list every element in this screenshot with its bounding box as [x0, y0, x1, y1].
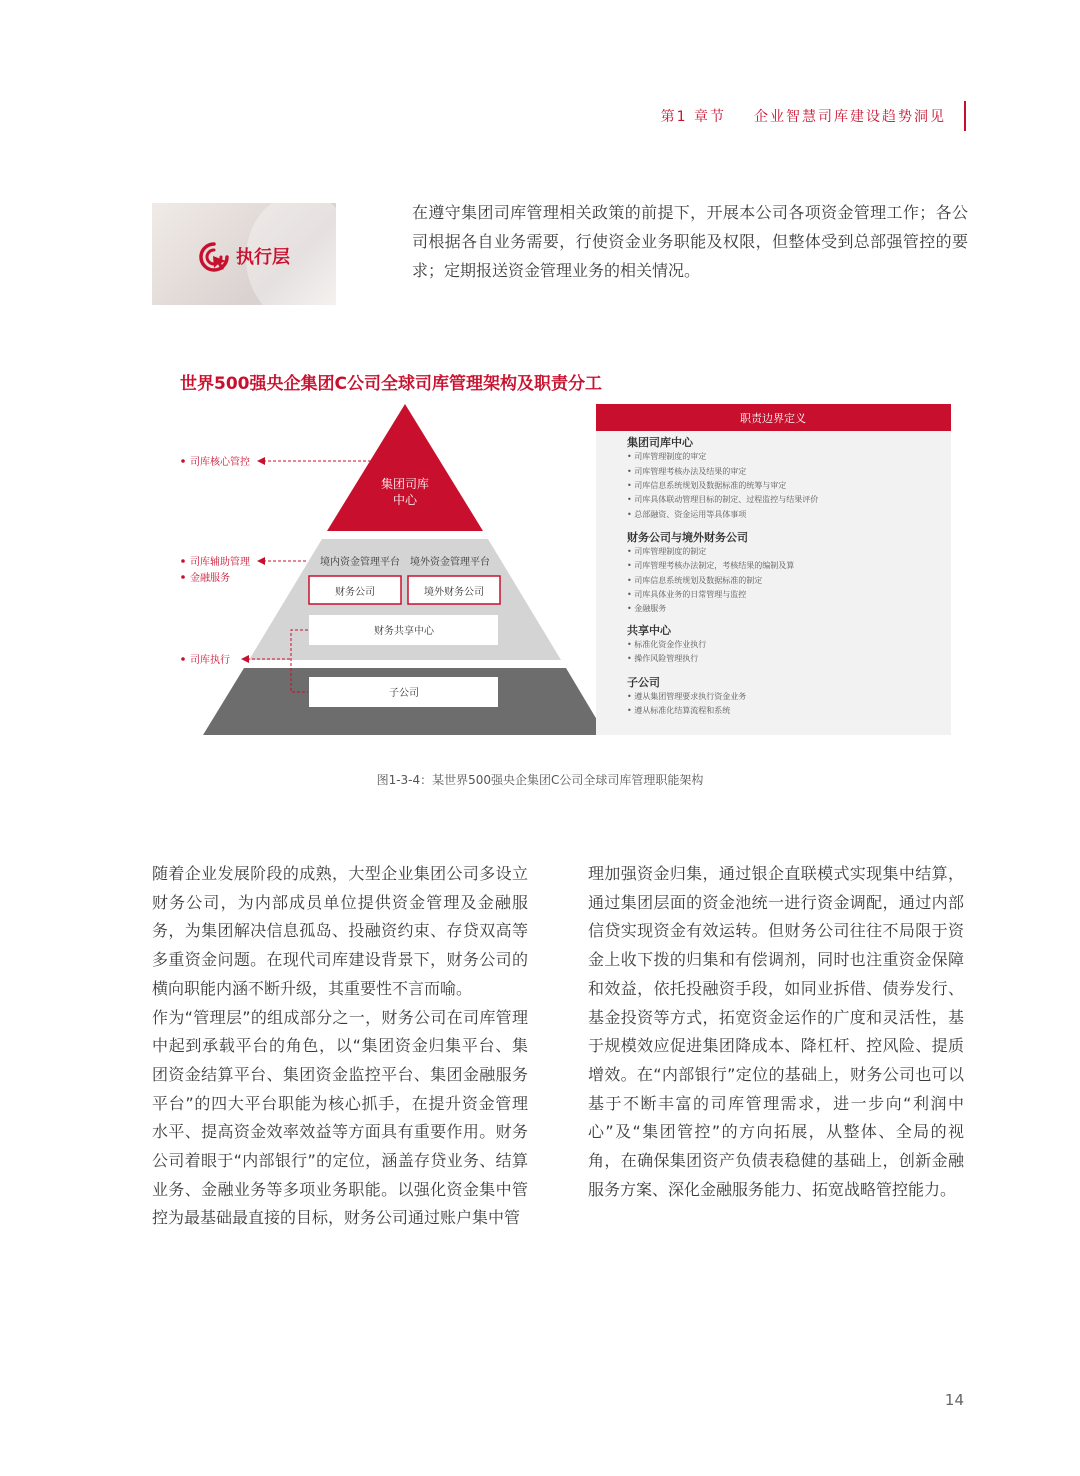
pyramid-top-line1: 集团司库 [380, 477, 430, 491]
panel-item: • 金融服务 [627, 604, 667, 613]
panel-item: • 司库管理制度的制定 [627, 547, 707, 556]
body-column-left [152, 860, 528, 1233]
pyramid-top-tier [327, 404, 483, 531]
panel-item: • 司库具体业务的日常管理与监控 [627, 590, 747, 599]
finance-bullet [181, 575, 185, 579]
panel-item: • 遵从标准化结算流程和系统 [627, 706, 731, 715]
exec-bullet [181, 657, 185, 661]
body-paragraph: 作为“管理层”的组成部分之一，财务公司在司库管理中起到承载平台的角色，以“集团资金归集平台、集团资金结算平台、集团资金监控平台、集团金融服务平台”的四大平台职能为核心抓手，在提升资金管理水平、提高资金效率效益等方面具有重要作用。财务公司着眼于“内部银行”的定位，涵盖存贷业务、结算业务、金融业务等多项业务职能。以强化资金集中管控为最基础最直接的目标，财务公司通过账户集中管 [152, 1007, 528, 1228]
page-number: 14 [944, 1391, 964, 1409]
body-column-right [588, 860, 964, 1204]
intro-paragraph: 在遵守集团司库管理相关政策的前提下，开展本公司各项资金管理工作；各公司根据各自业务需要，行使资金业务职能及权限，但整体受到总部强管控的要求；定期报送资金管理业务的相关情况。 [412, 203, 968, 280]
assist-management-label: 司库辅助管理 [190, 557, 250, 568]
diagram-title: 世界500强央企集团C公司全球司库管理架构及职责分工 [180, 374, 602, 394]
platform-overseas-label: 境外资金管理平台 [410, 557, 490, 568]
panel-header-label: 职责边界定义 [740, 412, 806, 425]
assist-bullet [181, 559, 185, 563]
panel-section-title: 共享中心 [627, 624, 671, 637]
execution-layer-badge [152, 203, 336, 305]
overseas-finance-company-label: 境外财务公司 [424, 587, 484, 598]
panel-section-title: 财务公司与境外财务公司 [627, 531, 748, 544]
treasury-execution-label: 司库执行 [190, 655, 230, 666]
financial-service-label: 金融服务 [190, 573, 230, 584]
page-header [661, 100, 966, 132]
pyramid-top-line2: 中心 [392, 493, 418, 507]
shared-center-label: 财务共享中心 [374, 626, 434, 637]
figure-caption: 图1-3-4：某世界500强央企集团C公司全球司库管理职能架构 [376, 773, 704, 787]
finance-company-label: 财务公司 [335, 587, 375, 598]
panel-item: • 遵从集团管理要求执行资金业务 [627, 692, 747, 701]
panel-item: • 司库管理考核办法制定，考核结果的编制及算 [627, 561, 795, 570]
panel-section-title: 子公司 [627, 676, 660, 689]
cursor-target-icon [198, 241, 230, 273]
body-paragraph: 随着企业发展阶段的成熟，大型企业集团公司多设立财务公司，为内部成员单位提供资金管理及金融服务，为集团解决信息孤岛、投融资约束、存贷双高等多重资金问题。在现代司库建设背景下，财务公司的横向职能内涵不断升级，其重要性不言而喻。 [152, 864, 528, 998]
panel-section-title: 集团司库中心 [627, 436, 693, 449]
panel-item: • 总部融资、资金运用等具体事项 [627, 510, 747, 519]
badge-label: 执行层 [236, 247, 290, 268]
panel-item: • 司库信息系统规划及数据标准的制定 [627, 576, 763, 585]
core-control-label: 司库核心管控 [190, 457, 250, 468]
header-divider [964, 101, 966, 131]
platform-domestic-label: 境内资金管理平台 [320, 557, 400, 568]
chapter-title: 企业智慧司库建设趋势洞见 [754, 109, 946, 125]
core-bullet [181, 459, 185, 463]
panel-item: • 司库信息系统规划及数据标准的统筹与审定 [627, 481, 787, 490]
treasury-pyramid-diagram [0, 390, 1080, 750]
body-paragraph: 理加强资金归集，通过银企直联模式实现集中结算，通过集团层面的资金池统一进行资金调配，通过内部信贷实现资金有效运转。但财务公司往往不局限于资金上收下拨的归集和有偿调剂，同时也注重资金保障和效益，依托投融资手段，如同业拆借、债券发行、基金投资等方式，拓宽资金运作的广度和灵活性，基于规模效应促进集团降成本、降杠杆、控风险、提质增效。在“内部银行”定位的基础上，财务公司也可以基于不断丰富的司库管理需求，进一步向“利润中心”及“集团管控”的方向拓展，从整体、全局的视角，在确保集团资产负债表稳健的基础上，创新金融服务方案、深化金融服务能力、拓宽战略管控能力。 [588, 864, 964, 1199]
subsidiary-label: 子公司 [389, 688, 419, 699]
panel-item: • 标准化资金作业执行 [627, 640, 707, 649]
chapter-label: 第1 章节 [660, 109, 726, 125]
panel-item: • 操作风险管理执行 [627, 654, 699, 663]
panel-item: • 司库管理制度的审定 [627, 452, 707, 461]
panel-item: • 司库具体联动管理目标的制定、过程监控与结果评价 [627, 495, 819, 504]
panel-item: • 司库管理考核办法及结果的审定 [627, 467, 747, 476]
